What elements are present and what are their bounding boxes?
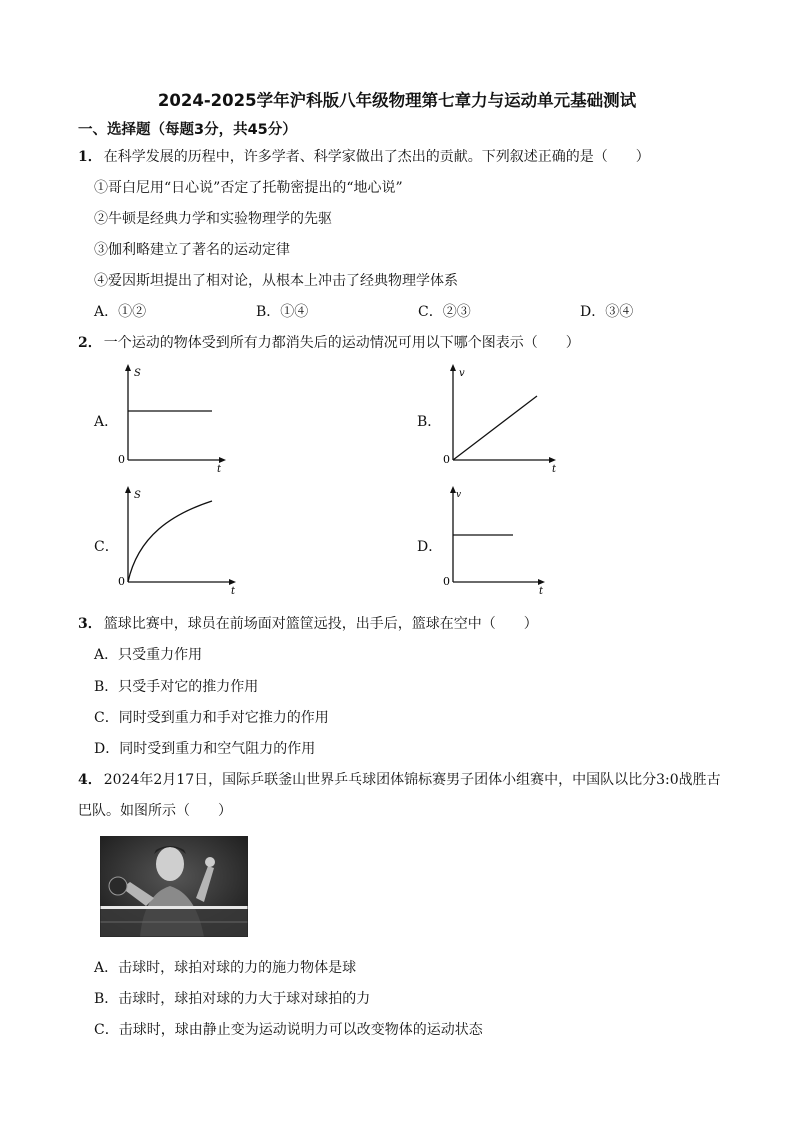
graph-b-label: B． [417,414,442,430]
origin-label: 0 [118,453,125,466]
x-arrow-icon [549,457,556,463]
x-axis-label: t [539,586,544,596]
graph-c [112,484,242,596]
x-axis-label: t [217,464,222,474]
graph-b [437,362,562,474]
statement-1: ①哥白尼用“日心说”否定了托勒密提出的“地心说” [94,180,403,196]
origin-label: 0 [118,575,125,588]
y-axis-label: v [456,490,462,500]
statement-3: ③伽利略建立了著名的运动定律 [94,242,290,258]
option-c: C．同时受到重力和手对它推力的作用 [94,710,329,726]
graph-line [453,396,537,460]
graph-a-label: A． [94,414,119,430]
option-b: B．①④ [256,304,309,320]
option-a: A．击球时，球拍对球的力的施力物体是球 [94,960,357,976]
statement-2: ②牛顿是经典力学和实验物理学的先驱 [94,211,332,227]
question-stem: 在科学发展的历程中，许多学者、科学家做出了杰出的贡献。下列叙述正确的是（ ） [103,149,650,165]
x-arrow-icon [538,579,545,585]
question-1 [78,146,650,166]
graph-line [128,501,212,582]
y-arrow-icon [125,364,131,371]
question-2 [78,332,580,352]
x-arrow-icon [219,457,226,463]
option-b: B．击球时，球拍对球的力大于球对球拍的力 [94,991,371,1007]
option-d: D．③④ [580,304,634,320]
y-arrow-icon [125,486,131,493]
x-axis-label: t [231,586,236,596]
x-arrow-icon [229,579,236,585]
y-axis-label: v [459,368,465,379]
question-4 [78,769,721,789]
y-axis-label: S [134,368,141,379]
question-stem: 篮球比赛中，球员在前场面对篮筐远投，出手后，篮球在空中（ ） [103,616,538,632]
statement-4: ④爱因斯坦提出了相对论，从根本上冲击了经典物理学体系 [94,273,458,289]
graph-d [437,484,552,596]
question-4-stem-line2: 巴队。如图所示（ ） [78,803,232,819]
question-number: 3． [78,616,102,632]
option-b: B．只受手对它的推力作用 [94,679,259,695]
option-c: C．②③ [418,304,471,320]
table-tennis-photo [100,836,248,937]
question-number: 4． [78,772,102,788]
x-axis-label: t [552,464,557,474]
y-arrow-icon [450,364,456,371]
option-a: A．只受重力作用 [94,647,203,663]
option-d: D．同时受到重力和空气阻力的作用 [94,741,316,757]
option-a: A．①② [94,304,147,320]
option-c: C．击球时，球由静止变为运动说明力可以改变物体的运动状态 [94,1022,483,1038]
y-axis-label: S [134,490,141,501]
question-number: 1． [78,149,102,165]
origin-label: 0 [443,453,450,466]
question-stem: 2024年2月17日，国际乒联釜山世界乒乓球团体锦标赛男子团体小组赛中，中国队以比分3:0战胜古 [103,772,721,788]
graph-d-label: D． [417,539,443,555]
section-heading: 一、选择题（每题3分，共45分） [78,122,297,138]
question-number: 2． [78,335,102,351]
graph-a [112,362,232,474]
question-3 [78,613,538,633]
origin-label: 0 [443,575,450,588]
question-stem: 一个运动的物体受到所有力都消失后的运动情况可用以下哪个图表示（ ） [103,335,580,351]
page-title: 2024-2025学年沪科版八年级物理第七章力与运动单元基础测试 [157,91,637,110]
graph-c-label: C． [94,539,119,555]
